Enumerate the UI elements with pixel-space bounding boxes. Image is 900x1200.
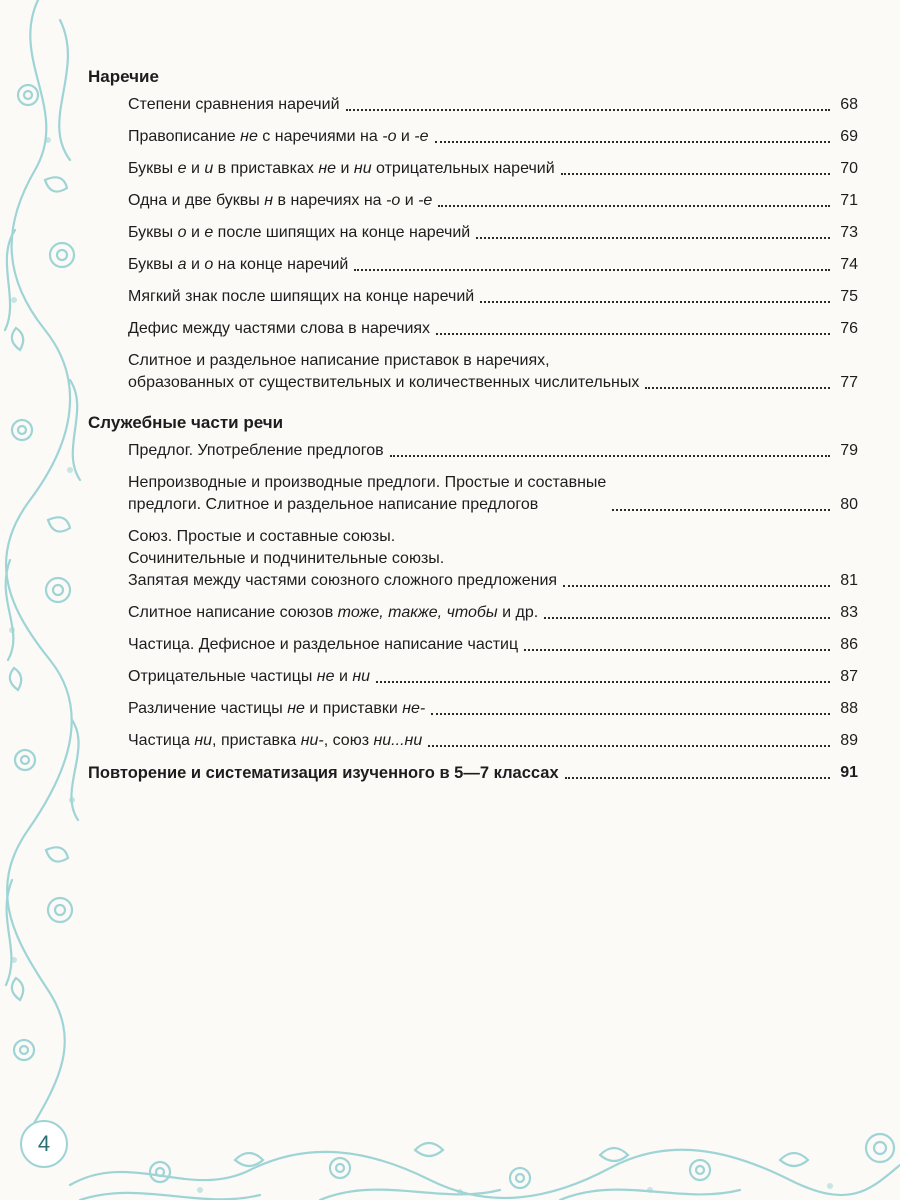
toc-entry-final <box>88 762 858 784</box>
leader-dots <box>376 681 830 683</box>
entry-title: Буквы а и о на конце наречий <box>128 256 349 273</box>
entry-title: Частица ни, приставка ни-, союз ни...ни <box>128 732 423 749</box>
toc-entry <box>128 472 858 516</box>
entry-title: Частица. Дефисное и раздельное написание частиц <box>128 636 519 653</box>
entry-title: Непроизводные и производные предлоги. Простые и составные предлоги. Слитное и раздельное написание предлогов <box>128 474 607 513</box>
entry-title: Различение частицы не и приставки не- <box>128 700 426 717</box>
leader-dots <box>436 333 830 335</box>
entry-page: 77 <box>840 374 858 391</box>
entry-title: Слитное написание союзов тоже, также, чтобы и др. <box>128 604 539 621</box>
entry-page: 74 <box>840 256 858 273</box>
toc-entry <box>128 190 858 212</box>
entry-page: 87 <box>840 668 858 685</box>
leader-dots <box>390 455 830 457</box>
toc-entry <box>128 698 858 720</box>
entry-page: 88 <box>840 700 858 717</box>
leader-dots <box>438 205 830 207</box>
entry-page: 81 <box>840 572 858 589</box>
toc-entry <box>128 526 858 592</box>
toc-entry <box>128 222 858 244</box>
toc-entry <box>128 666 858 688</box>
entry-title: Предлог. Употребление предлогов <box>128 442 384 459</box>
toc-entry <box>128 126 858 148</box>
page-number: 4 <box>37 1131 51 1156</box>
leader-dots <box>561 173 830 175</box>
entry-title: Отрицательные частицы не и ни <box>128 668 371 685</box>
leader-dots <box>524 649 830 651</box>
page-number-badge <box>20 1120 68 1168</box>
toc-entry <box>128 730 858 752</box>
entry-page: 91 <box>840 764 858 781</box>
entry-page: 76 <box>840 320 858 337</box>
entry-page: 86 <box>840 636 858 653</box>
leader-dots <box>431 713 830 715</box>
toc-entry <box>128 94 858 116</box>
entry-title: Дефис между частями слова в наречиях <box>128 320 431 337</box>
entry-title: Союз. Простые и составные союзы. Сочинительные и подчинительные союзы. Запятая между частями союзного сложного предложения <box>128 528 558 589</box>
entry-title: Слитное и раздельное написание приставок в наречиях, образованных от существительных и количественных числительных <box>128 352 640 391</box>
leader-dots <box>544 617 830 619</box>
toc-entry <box>128 350 858 394</box>
leader-dots <box>565 777 830 779</box>
entry-page: 80 <box>840 496 858 513</box>
entry-page: 69 <box>840 128 858 145</box>
entry-page: 83 <box>840 604 858 621</box>
entry-title: Мягкий знак после шипящих на конце наречий <box>128 288 475 305</box>
entry-page: 79 <box>840 442 858 459</box>
leader-dots <box>480 301 830 303</box>
leader-dots <box>354 269 830 271</box>
entry-page: 89 <box>840 732 858 749</box>
toc-entry <box>128 158 858 180</box>
leader-dots <box>435 141 830 143</box>
entry-page: 71 <box>840 192 858 209</box>
section-title: Служебные части речи <box>88 413 284 432</box>
leader-dots <box>563 585 830 587</box>
entry-title: Повторение и систематизация изученного в 5—7 классах <box>88 764 559 782</box>
entry-title: Буквы о и е после шипящих на конце наречий <box>128 224 471 241</box>
toc-entry <box>128 634 858 656</box>
table-of-contents <box>88 64 858 794</box>
entry-page: 75 <box>840 288 858 305</box>
toc-entry <box>128 318 858 340</box>
toc-entry <box>128 602 858 624</box>
leader-dots <box>346 109 830 111</box>
leader-dots <box>612 509 830 511</box>
toc-entry <box>128 286 858 308</box>
entry-page: 73 <box>840 224 858 241</box>
entry-page: 70 <box>840 160 858 177</box>
entry-title: Степени сравнения наречий <box>128 96 340 113</box>
leader-dots <box>428 745 830 747</box>
leader-dots <box>476 237 830 239</box>
entry-page: 68 <box>840 96 858 113</box>
toc-entry <box>128 440 858 462</box>
entry-title: Буквы е и и в приставках не и ни отрицательных наречий <box>128 160 555 177</box>
entry-title: Правописание не с наречиями на -о и -е <box>128 128 429 145</box>
toc-entry <box>128 254 858 276</box>
leader-dots <box>645 387 830 389</box>
entry-title: Одна и две буквы н в наречиях на -о и -е <box>128 192 433 209</box>
section-title: Наречие <box>88 67 159 86</box>
